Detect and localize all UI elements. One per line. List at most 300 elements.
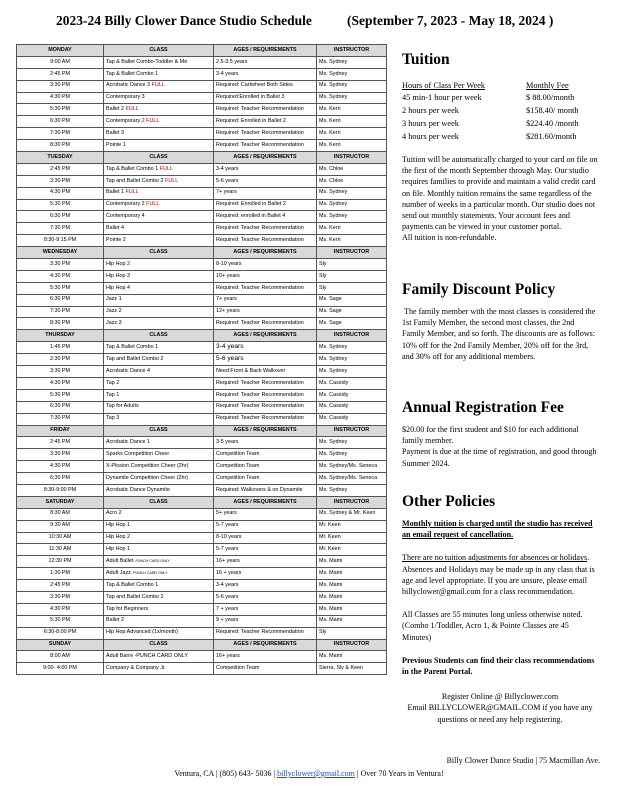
class-name (104, 591, 214, 603)
class-instructor: Ms. Sydney (317, 354, 387, 366)
class-ages: 16+ years (214, 556, 317, 568)
class-instructor: Ms. Cassidy (317, 377, 387, 389)
schedule-row (17, 187, 387, 199)
col-header-ages: AGES / REQUIREMENTS (214, 45, 317, 57)
class-ages: 7+ years (214, 187, 317, 199)
family-discount-body: The family member with the most classes is considered the 1st Family Member, the second most classes, the 2nd Family Member, and so forth. The discounts are as follows: 10% off for the 2nd Family Member, 20% off for the 3rd, and 30% off for any additional members. (402, 307, 596, 361)
class-time: 8:30-9:15 PM (17, 235, 104, 247)
class-instructor: Ms. Sage (317, 318, 387, 330)
class-instructor: Ms. Sydney (317, 484, 387, 496)
fee-amount: $158.40/ month (526, 106, 579, 115)
class-time: 3:30 PM (17, 591, 104, 603)
class-ages: 8-10 years (214, 532, 317, 544)
class-instructor: Ms. Mami (317, 568, 387, 580)
fee-hours: 45 min-1 hour per week (402, 93, 482, 102)
class-time: 9:30 AM (17, 520, 104, 532)
schedule-row (17, 294, 387, 306)
class-ages: Required: Walkovers & on Dynamite (214, 484, 317, 496)
class-instructor: Sly (317, 282, 387, 294)
registration-fee-text: $20.00 for the first student and $10 for each additional family member. (402, 425, 579, 446)
other-policies-block (402, 518, 598, 725)
class-name (104, 615, 214, 627)
class-time: 8:30 PM (17, 318, 104, 330)
class-name-text: Tap & Ballet Combo-Toddler & Me (106, 58, 188, 65)
class-time: 7:30 PM (17, 306, 104, 318)
class-instructor: Ms. Mami (317, 580, 387, 592)
class-name-text: Adult Barre -PUNCH CARD ONLY (106, 653, 188, 660)
schedule-row (17, 473, 387, 485)
col-header-class: CLASS (104, 639, 214, 651)
class-name (104, 282, 214, 294)
class-name (104, 366, 214, 378)
class-instructor: Ms. Mami (317, 603, 387, 615)
day-name: THURSDAY (17, 330, 104, 342)
class-ages: Required: Teacher Recommendation (214, 223, 317, 235)
class-ages: 2.5-3.5 years (214, 56, 317, 68)
class-name-text: Acrobatic Dance 1 (106, 439, 151, 446)
registration-fee-block (402, 424, 598, 469)
class-name (104, 235, 214, 247)
class-time: 2:45 PM (17, 437, 104, 449)
class-instructor: Ms. Sydney (317, 449, 387, 461)
class-instructor: Sierra, Sly & Keen (317, 663, 387, 675)
day-name: SUNDAY (17, 639, 104, 651)
class-ages: 9 + years (214, 615, 317, 627)
class-time: 3:30 PM (17, 259, 104, 271)
col-header-class: CLASS (104, 152, 214, 164)
col-header-instructor: INSTRUCTOR (317, 425, 387, 437)
schedule-row (17, 556, 387, 568)
class-name (104, 318, 214, 330)
class-name-text: Hip Hop 2 (106, 534, 130, 541)
class-instructor: Mr. Keen (317, 520, 387, 532)
col-header-class: CLASS (104, 45, 214, 57)
class-name-text: Dynamite Competition Cheer (2hr) (106, 474, 189, 481)
day-header-row (17, 639, 387, 651)
class-name-text: X-Plosion Competition Cheer (2hr) (106, 462, 189, 469)
schedule-row (17, 116, 387, 128)
schedule-row (17, 449, 387, 461)
footer-contact: Ventura, CA | (805) 643- 5036 | (174, 769, 278, 778)
fee-col-monthly: Monthly Fee (526, 81, 569, 90)
class-ages: Required: Teacher Recommendation (214, 318, 317, 330)
schedule-row (17, 437, 387, 449)
class-name-text: Company & Company Jr. (106, 665, 166, 672)
schedule-row (17, 80, 387, 92)
class-ages: Required: Enrolled in Ballet 2 (214, 116, 317, 128)
schedule-row (17, 306, 387, 318)
class-name-text: Ballet 4 (106, 225, 124, 232)
class-name (104, 401, 214, 413)
col-header-ages: AGES / REQUIREMENTS (214, 247, 317, 259)
schedule-row (17, 615, 387, 627)
class-ages: Required: Teacher Recommendation (214, 128, 317, 140)
schedule-row (17, 318, 387, 330)
class-name-text: Hip Hop Advanced (1x/month) (106, 629, 178, 636)
class-instructor: Ms. Sydney (317, 342, 387, 354)
class-time: 6:30 PM (17, 294, 104, 306)
schedule-table (16, 44, 387, 675)
class-ages: 3-4 years (214, 580, 317, 592)
class-name (104, 92, 214, 104)
schedule-row (17, 104, 387, 116)
class-name-text: Contemporary 4 (106, 213, 145, 220)
schedule-row (17, 663, 387, 675)
class-name (104, 306, 214, 318)
class-ages: Required: Enrolled in Ballet 2 (214, 199, 317, 211)
register-online: Register Online @ Billyclower.com (441, 692, 559, 702)
page-title (56, 13, 596, 29)
class-time: 5:30 PM (17, 282, 104, 294)
col-header-class: CLASS (104, 496, 214, 508)
class-ages: 7+ years (214, 294, 317, 306)
schedule-row (17, 508, 387, 520)
day-header-row (17, 425, 387, 437)
class-time: 10:30 AM (17, 532, 104, 544)
schedule-row (17, 223, 387, 235)
punch-card-note: - PUNCH CARD ONLY (130, 570, 168, 575)
class-name (104, 163, 214, 175)
class-name (104, 461, 214, 473)
class-time: 5:30 PM (17, 104, 104, 116)
fee-amount: $281.60/month (526, 132, 577, 141)
family-discount-heading: Family Discount Policy (402, 281, 556, 298)
schedule-row (17, 568, 387, 580)
class-instructor: Ms. Mami (317, 615, 387, 627)
class-name-text: Hip Hop 4 (106, 284, 130, 291)
class-name-text: Acrobatic Dance 4 (106, 367, 151, 374)
class-ages: Competition Team (214, 461, 317, 473)
fee-hours: 2 hours per week (402, 106, 459, 115)
class-time: 8:30 AM (17, 508, 104, 520)
class-ages: Required: enrolled in Ballet 4 (214, 211, 317, 223)
schedule-row (17, 580, 387, 592)
class-name-text: Tap and Ballet Combo 2 (106, 593, 164, 600)
tuition-note: All tuition is non-refundable. (402, 233, 497, 243)
class-name (104, 175, 214, 187)
schedule-row (17, 56, 387, 68)
class-ages: 16 + years (214, 568, 317, 580)
punch-card-note: - PUNCH CARD ONLY (133, 559, 170, 564)
class-time: 7:30 PM (17, 413, 104, 425)
class-instructor: Ms. Kerri (317, 223, 387, 235)
class-name-text: Jazz 2 (106, 308, 122, 315)
class-name-text: Acrobatic Dance 3 (106, 82, 151, 89)
class-name-text: Pointe 2 (106, 236, 126, 243)
class-instructor: Sly (317, 259, 387, 271)
footer-line-2 (0, 769, 618, 778)
schedule-row (17, 235, 387, 247)
class-ages: Required: Teacher Recommendation (214, 282, 317, 294)
class-name-text: Sparks Competition Cheer (106, 451, 170, 458)
class-time: 1:45 PM (17, 342, 104, 354)
class-time: 2:45 PM (17, 163, 104, 175)
schedule-row (17, 342, 387, 354)
class-instructor: Ms. Sydney (317, 199, 387, 211)
day-name: SATURDAY (17, 496, 104, 508)
class-instructor: Ms. Cassidy (317, 413, 387, 425)
class-instructor: Mr. Keen (317, 544, 387, 556)
class-name-text: Tap and Ballet Combo 2 (106, 177, 164, 184)
schedule-row (17, 354, 387, 366)
class-instructor: Ms. Chloe (317, 163, 387, 175)
class-time: 8:00 AM (17, 651, 104, 663)
class-time: 1:30 PM (17, 568, 104, 580)
class-name (104, 556, 214, 568)
full-badge: FULL (146, 201, 160, 208)
class-instructor: Ms. Mami (317, 591, 387, 603)
class-ages: Required: Teacher Recommendation (214, 140, 317, 152)
fee-hours: 4 hours per week (402, 132, 459, 141)
col-header-instructor: INSTRUCTOR (317, 639, 387, 651)
col-header-ages: AGES / REQUIREMENTS (214, 425, 317, 437)
col-header-ages: AGES / REQUIREMENTS (214, 639, 317, 651)
class-name-text: Acrobatic Dance Dynamite (106, 486, 170, 493)
class-time: 6:30 PM (17, 401, 104, 413)
class-time: 9:00 AM (17, 56, 104, 68)
class-ages: Required: Teacher Recommendation (214, 235, 317, 247)
class-instructor: Ms. Mami (317, 651, 387, 663)
class-ages: 12+ years (214, 306, 317, 318)
class-name-text: Ballet 2 (106, 617, 124, 624)
schedule-row (17, 532, 387, 544)
class-name (104, 187, 214, 199)
class-name-text: Tap & Ballet Combo 1 (106, 165, 159, 172)
class-instructor: Ms. Kerri (317, 235, 387, 247)
class-time: 6:30-8:00 PM (17, 627, 104, 639)
class-ages: Required: Teacher Recommendation (214, 401, 317, 413)
class-ages: Required:Enrolled in Ballet 3 (214, 92, 317, 104)
class-instructor: Ms. Sydney (317, 56, 387, 68)
class-name-text: Tap for Beginners (106, 605, 149, 612)
class-name (104, 56, 214, 68)
class-name (104, 484, 214, 496)
class-time: 5:30 PM (17, 199, 104, 211)
class-ages: Competition Team (214, 473, 317, 485)
fee-amount: $ 88.00/month (526, 93, 575, 102)
class-instructor: Sly (317, 270, 387, 282)
absence-policy (402, 552, 598, 597)
class-name-text: Pointe 1 (106, 141, 126, 148)
registration-fee-heading: Annual Registration Fee (402, 399, 564, 416)
class-time: 9:00- 4:00 PM (17, 663, 104, 675)
class-name-text: Hip Hop 2 (106, 260, 130, 267)
class-time: 3:30 PM (17, 80, 104, 92)
class-name (104, 354, 214, 366)
day-header-row (17, 152, 387, 164)
class-name (104, 211, 214, 223)
schedule-row (17, 128, 387, 140)
schedule-row (17, 627, 387, 639)
class-time: 6:30 PM (17, 116, 104, 128)
class-ages: Required: Teacher Recommendation (214, 104, 317, 116)
col-header-class: CLASS (104, 247, 214, 259)
schedule-row (17, 401, 387, 413)
class-ages: 3-4 years (214, 163, 317, 175)
class-ages: 16+ years (214, 651, 317, 663)
class-time: 5:30 PM (17, 615, 104, 627)
class-instructor: Ms. Kerri (317, 104, 387, 116)
class-name-text: Contemporary 2 (106, 201, 145, 208)
schedule-row (17, 175, 387, 187)
class-instructor: Ms. Sydney (317, 366, 387, 378)
class-name (104, 651, 214, 663)
col-header-instructor: INSTRUCTOR (317, 152, 387, 164)
day-header-row (17, 247, 387, 259)
footer-tagline: | Over 70 Years in Ventura! (354, 769, 444, 778)
tuition-heading: Tuition (402, 51, 450, 68)
class-ages: Required: Teacher Recommendation (214, 377, 317, 389)
class-name-text: Tap 3 (106, 415, 120, 422)
class-instructor: Ms. Kerri (317, 128, 387, 140)
class-time: 6:30 PM (17, 211, 104, 223)
class-ages: Required: Teacher Recommendation (214, 627, 317, 639)
class-ages: Competition Team (214, 449, 317, 461)
class-time: 4:30 PM (17, 603, 104, 615)
class-instructor: Ms. Mami (317, 556, 387, 568)
registration-payment-text: Payment is due at the time of registration, and good through Summer 2024. (402, 447, 597, 468)
class-name (104, 508, 214, 520)
class-name-text: Ballet 2 (106, 106, 124, 113)
class-ages: 5-7 years (214, 544, 317, 556)
class-name (104, 377, 214, 389)
footer-line-1: Billy Clower Dance Studio | 75 Macmillan Ave. (446, 756, 600, 765)
schedule-row (17, 366, 387, 378)
class-instructor: Ms. Sydney (317, 211, 387, 223)
class-name (104, 437, 214, 449)
class-name (104, 294, 214, 306)
schedule-row (17, 461, 387, 473)
class-name (104, 259, 214, 271)
col-header-ages: AGES / REQUIREMENTS (214, 496, 317, 508)
class-name (104, 520, 214, 532)
previous-students-note: Previous Students can find their class recommendations in the Parent Portal. (402, 655, 595, 677)
family-discount-block (402, 306, 598, 362)
schedule-row (17, 413, 387, 425)
schedule-row (17, 259, 387, 271)
class-instructor: Mr. Keen (317, 532, 387, 544)
class-instructor: Ms. Cassidy (317, 401, 387, 413)
email-help: Email BILLYCLOWER@GMAIL.COM if you have any questions or need any help registering. (407, 703, 593, 724)
class-ages: 5-6 years (214, 354, 317, 366)
fee-col-hours: Hours of Class Per Week (402, 81, 486, 90)
class-name-text: Hip Hop 1 (106, 546, 130, 553)
class-ages: Competition Team (214, 663, 317, 675)
class-name (104, 532, 214, 544)
full-badge: FULL (125, 106, 139, 113)
class-name-text: Adult Jazz (106, 569, 131, 576)
class-time: 8:30-9:00 PM (17, 484, 104, 496)
class-name-text: Jazz 3 (106, 320, 122, 327)
class-name-text: Contemporary 3 (106, 94, 145, 101)
class-time: 4:30 PM (17, 92, 104, 104)
class-name-text: Tap 2 (106, 379, 120, 386)
class-name (104, 199, 214, 211)
class-instructor: Ms. Cassidy (317, 389, 387, 401)
class-ages: 5+ years (214, 508, 317, 520)
schedule-row (17, 92, 387, 104)
class-name (104, 580, 214, 592)
class-name (104, 342, 214, 354)
schedule-row (17, 68, 387, 80)
class-name (104, 544, 214, 556)
class-instructor: Ms. Sage (317, 306, 387, 318)
class-name-text: Tap for Adults (106, 403, 139, 410)
class-name (104, 104, 214, 116)
class-name (104, 116, 214, 128)
class-instructor: Ms. Kerri (317, 140, 387, 152)
schedule-title: 2023-24 Billy Clower Dance Studio Schedule (56, 13, 312, 28)
class-name-text: Jazz 1 (106, 296, 122, 303)
schedule-row (17, 591, 387, 603)
schedule-row (17, 140, 387, 152)
class-instructor: Ms. Sydney (317, 437, 387, 449)
schedule-row (17, 199, 387, 211)
class-ages: 10+ years (214, 270, 317, 282)
class-name-text: Ballet 1 (106, 189, 124, 196)
class-name (104, 663, 214, 675)
footer-email-link[interactable]: billyclower@gmail.com (277, 769, 355, 778)
class-ages: 3-5 years (214, 437, 317, 449)
full-badge: FULL (151, 82, 165, 89)
schedule-row (17, 377, 387, 389)
schedule-row (17, 520, 387, 532)
schedule-date-range: (September 7, 2023 - May 18, 2024 ) (347, 13, 554, 28)
class-instructor: Ms. Sage (317, 294, 387, 306)
class-time: 7:30 PM (17, 128, 104, 140)
class-name-text: Hip Hop 1 (106, 522, 130, 529)
full-badge: 2 FULL (141, 118, 160, 125)
class-ages: 5-6 years (214, 175, 317, 187)
class-name-text: Adult Ballet (106, 558, 134, 565)
class-time: 3:30 PM (17, 366, 104, 378)
class-ages: 3-4 years (214, 342, 317, 354)
class-name (104, 140, 214, 152)
schedule-row (17, 282, 387, 294)
class-name (104, 568, 214, 580)
class-name-text: Ballet 3 (106, 129, 124, 136)
class-time: 11:30 AM (17, 544, 104, 556)
day-name: TUESDAY (17, 152, 104, 164)
class-instructor: Sly (317, 627, 387, 639)
schedule-row (17, 544, 387, 556)
cancellation-policy: Monthly tuition is charged until the studio has received an email request of cancellation. (402, 519, 593, 540)
schedule-row (17, 603, 387, 615)
class-ages: 7 + years (214, 603, 317, 615)
class-name (104, 80, 214, 92)
class-time: 5:30 PM (17, 389, 104, 401)
class-name (104, 128, 214, 140)
class-name (104, 223, 214, 235)
class-time: 4:30 PM (17, 377, 104, 389)
schedule-row (17, 211, 387, 223)
absence-policy-body: . Absences and Holidays may be made up in any class that is age and level appropriate. If you are unsure, please email billyclower@gmail.com for a class recommendation. (402, 553, 595, 597)
col-header-instructor: INSTRUCTOR (317, 330, 387, 342)
class-time: 3:30 PM (17, 175, 104, 187)
class-ages: 5-6 years (214, 591, 317, 603)
class-length-note: All Classes are 55 minutes long unless otherwise noted. (Combo 1/Toddler, Acro 1, & Pointe Classes are 45 Minutes) (402, 610, 583, 642)
col-header-class: CLASS (104, 425, 214, 437)
class-time: 4:30 PM (17, 270, 104, 282)
col-header-instructor: INSTRUCTOR (317, 45, 387, 57)
day-name: MONDAY (17, 45, 104, 57)
class-name-text: Tap & Ballet Combo 1 (106, 344, 159, 350)
class-time: 2:45 PM (17, 68, 104, 80)
col-header-class: CLASS (104, 330, 214, 342)
class-name (104, 68, 214, 80)
class-name-text: Tap & Ballet Combo 1 (106, 70, 159, 77)
class-time: 3:30 PM (17, 449, 104, 461)
